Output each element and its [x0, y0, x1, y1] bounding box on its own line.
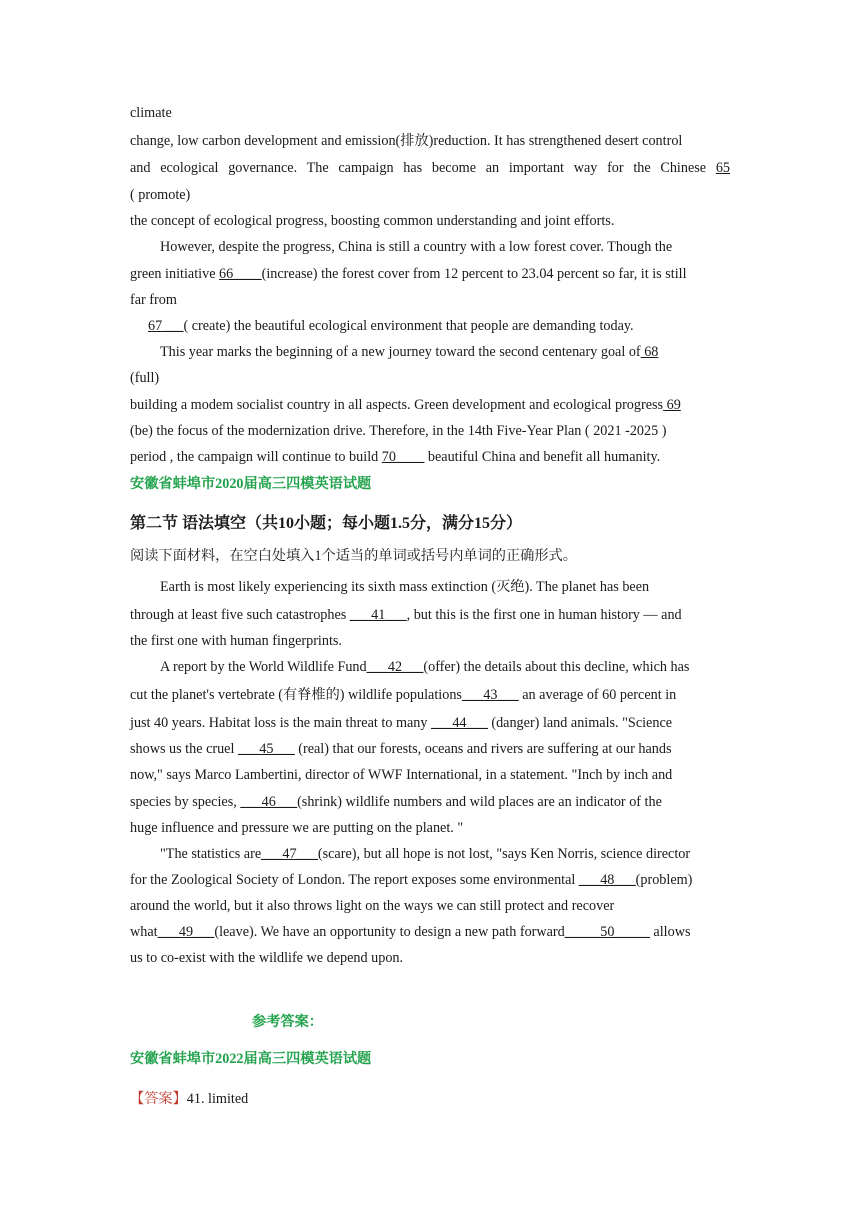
text-line: for the Zoological Society of London. The report exposes some environmental ___48___(problem) [130, 872, 693, 888]
blank-48: ___48___ [578, 872, 636, 888]
blank-42: ___42___ [366, 659, 424, 675]
text-line: shows us the cruel ___45___ (real) that our forests, oceans and rivers are suffering at our hands [130, 741, 672, 757]
text-line: far from [130, 292, 177, 308]
text-line: period , the campaign will continue to build 70____ beautiful China and benefit all humanity. [130, 449, 661, 465]
text-line: the concept of ecological progress, boosting common understanding and joint efforts. [130, 213, 615, 229]
text-line: building a modem socialist country in all aspects. Green development and ecological progress 69 [130, 397, 681, 413]
source-heading-2020: 安徽省蚌埠市2020届高三四模英语试题 [130, 476, 372, 492]
blank-70: 70____ [381, 449, 425, 465]
text-line: climate [130, 105, 172, 121]
blank-68: 68 [640, 344, 659, 360]
text-line: species by species, ___46___(shrink) wildlife numbers and wild places are an indicator of the [130, 794, 662, 810]
source-heading-2022: 安徽省蚌埠市2022届高三四模英语试题 [130, 1051, 372, 1067]
blank-44: ___44___ [431, 715, 488, 731]
blank-41: ___41___ [349, 607, 407, 623]
answer-line [130, 1089, 248, 1109]
text-line: us to co-exist with the wildlife we depend upon. [130, 950, 404, 966]
section-title: 第二节 语法填空（共10小题；每小题1.5分，满分15分） [130, 515, 523, 532]
text-line: (full) [130, 370, 160, 386]
blank-65: 65 [715, 160, 730, 176]
blank-67: 67___ [148, 318, 184, 334]
text-line: A report by the World Wildlife Fund___42___(offer) the details about this decline, which has [160, 659, 690, 675]
text-line: around the world, but it also throws light on the ways we can still protect and recover [130, 898, 615, 914]
answer-bracket-label: 【答案】 [130, 1091, 187, 1107]
text-line: cut the planet's vertebrate (有脊椎的) wildlife populations___43___ an average of 60 percent in [130, 687, 677, 703]
text-line: "The statistics are___47___(scare), but all hope is not lost, "says Ken Norris, science director [160, 846, 691, 862]
blank-50: _____50_____ [564, 924, 650, 940]
text-line: ( promote) [130, 187, 191, 203]
text-line: through at least five such catastrophes ___41___, but this is the first one in human history — and [130, 607, 682, 623]
text-line: This year marks the beginning of a new journey toward the second centenary goal of 68 [160, 344, 659, 360]
text-line: now," says Marco Lambertini, director of WWF International, in a statement. "Inch by inch and [130, 767, 673, 783]
answer-41: 41. limited [186, 1091, 249, 1107]
text-line: (be) the focus of the modernization drive. Therefore, in the 14th Five-Year Plan ( 2021 -2025 ) [130, 423, 667, 439]
blank-49: ___49___ [157, 924, 215, 940]
text-line: the first one with human fingerprints. [130, 633, 342, 649]
section-instruction: 阅读下面材料，在空白处填入1个适当的单词或括号内单词的正确形式。 [130, 548, 577, 564]
text-line: just 40 years. Habitat loss is the main threat to many ___44___ (danger) land animals. "Science [130, 715, 673, 731]
blank-47: ___47___ [261, 846, 318, 862]
text-line: and ecological governance. The campaign has become an important way for the Chinese 65 [130, 160, 730, 176]
text-line: what___49___(leave). We have an opportunity to design a new path forward_____50_____ allows [130, 924, 691, 940]
text-line: huge influence and pressure we are putting on the planet. " [130, 820, 464, 836]
text-line: green initiative 66____(increase) the forest cover from 12 percent to 23.04 percent so far, it is still [130, 266, 687, 282]
text-line: change, low carbon development and emission(排放)reduction. It has strengthened desert control [130, 133, 683, 149]
text-line: Earth is most likely experiencing its sixth mass extinction (灭绝). The planet has been [160, 579, 650, 595]
blank-46: ___46___ [240, 794, 298, 810]
blank-66: 66____ [219, 266, 262, 282]
blank-43: ___43___ [461, 687, 519, 703]
text-line: However, despite the progress, China is still a country with a low forest cover. Though the [160, 239, 673, 255]
answers-heading: 参考答案： [252, 1014, 323, 1030]
blank-69: 69 [663, 397, 681, 413]
blank-45: ___45___ [237, 741, 295, 757]
text-line: 67___( create) the beautiful ecological environment that people are demanding today. [148, 318, 634, 334]
